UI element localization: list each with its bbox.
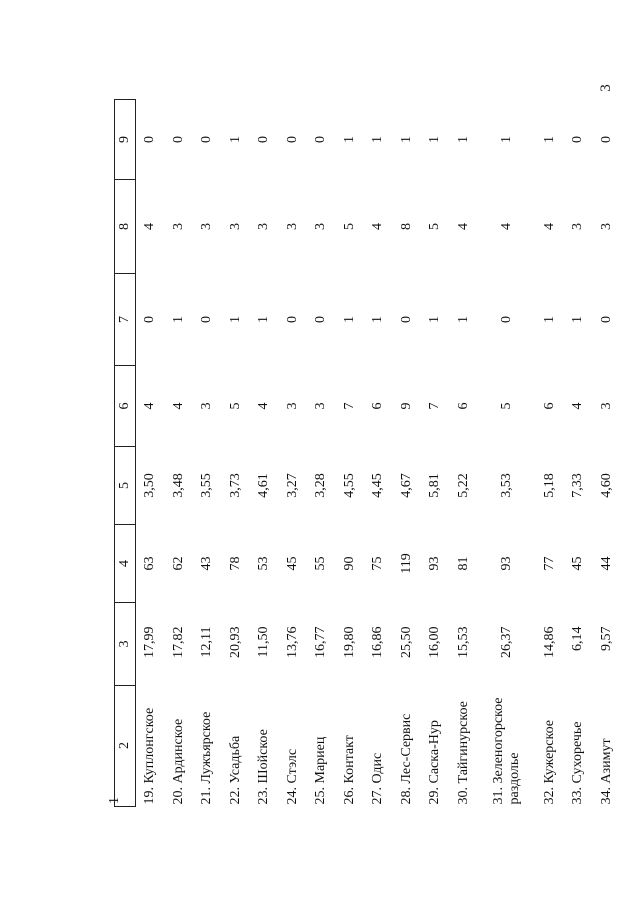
cell-col-8: 8 xyxy=(398,223,414,230)
cell-col-8: 3 xyxy=(598,223,614,230)
row-name-cell: 33. Сухоречье xyxy=(570,721,586,805)
cell-col-5: 4,60 xyxy=(598,473,614,498)
cell-col-4: 93 xyxy=(427,556,443,571)
cell-col-4: 81 xyxy=(455,556,471,571)
cell-col-8: 3 xyxy=(313,223,329,230)
cell-col-6: 4 xyxy=(142,402,158,410)
cell-col-7: 0 xyxy=(598,316,614,323)
cell-col-7: 1 xyxy=(370,316,386,323)
cell-col-4: 43 xyxy=(199,556,215,571)
cell-col-9: 1 xyxy=(498,136,514,143)
cell-col-3: 14,86 xyxy=(541,626,557,658)
cell-col-9: 1 xyxy=(455,136,471,143)
cell-col-3: 16,86 xyxy=(370,626,386,658)
cell-col-9: 1 xyxy=(227,136,243,143)
table-row xyxy=(193,100,222,807)
row-name-cell: 31. Зеленогорское раздолье xyxy=(490,697,522,805)
cell-col-4: 119 xyxy=(398,553,414,574)
cell-col-7: 0 xyxy=(142,316,158,323)
column-header xyxy=(107,686,136,807)
cell-col-5: 5,22 xyxy=(455,473,471,498)
cell-col-9: 0 xyxy=(142,136,158,143)
cell-col-9: 0 xyxy=(570,136,586,143)
cell-col-8: 4 xyxy=(455,223,471,230)
cell-col-4: 62 xyxy=(170,556,186,571)
cell-col-7: 1 xyxy=(227,316,243,323)
cell-col-6: 7 xyxy=(427,402,443,410)
cell-col-5: 4,61 xyxy=(256,473,272,498)
cell-col-4: 44 xyxy=(598,556,614,571)
cell-col-3: 17,82 xyxy=(170,626,186,658)
cell-col-8: 4 xyxy=(541,223,557,230)
cell-col-4: 45 xyxy=(284,556,300,571)
cell-col-3: 20,93 xyxy=(227,626,243,658)
cell-col-6: 4 xyxy=(170,402,186,410)
cell-col-5: 4,67 xyxy=(398,473,414,498)
cell-col-6: 6 xyxy=(455,402,471,410)
cell-col-8: 3 xyxy=(570,223,586,230)
cell-col-7: 1 xyxy=(455,316,471,323)
cell-col-3: 15,53 xyxy=(455,626,471,658)
row-name-cell: 26. Контакт xyxy=(341,735,357,805)
table-row xyxy=(592,100,621,807)
cell-col-9: 0 xyxy=(313,136,329,143)
row-name-cell: 23. Шойское xyxy=(256,729,272,805)
cell-col-5: 3,55 xyxy=(199,473,215,498)
row-name-cell: 21. Лужъярское xyxy=(199,711,215,805)
table-row xyxy=(279,100,308,807)
cell-col-7: 0 xyxy=(284,316,300,323)
table-row xyxy=(421,100,450,807)
cell-col-4: 93 xyxy=(498,556,514,571)
cell-col-5: 5,81 xyxy=(427,473,443,498)
page-number: 3 xyxy=(598,84,614,92)
column-header-5: 5 xyxy=(115,447,136,525)
cell-col-6: 4 xyxy=(256,402,272,410)
cell-col-9: 1 xyxy=(398,136,414,143)
cell-col-5: 3,53 xyxy=(498,473,514,498)
cell-col-7: 1 xyxy=(427,316,443,323)
table-body xyxy=(136,100,622,807)
cell-col-6: 3 xyxy=(598,402,614,410)
cell-col-3: 11,50 xyxy=(256,626,272,658)
column-header-4: 4 xyxy=(115,525,136,603)
table-row xyxy=(450,100,479,807)
table-row xyxy=(165,100,194,807)
cell-col-3: 12,11 xyxy=(199,626,215,658)
row-name-cell: 24. Стэлс xyxy=(284,748,300,805)
row-name-cell: 25. Мариец xyxy=(313,736,329,805)
header-row xyxy=(115,100,136,807)
cell-col-6: 7 xyxy=(341,402,357,410)
cell-col-6: 3 xyxy=(284,402,300,410)
table-row xyxy=(535,100,564,807)
cell-col-6: 3 xyxy=(313,402,329,410)
cell-col-7: 1 xyxy=(341,316,357,323)
cell-col-7: 1 xyxy=(570,316,586,323)
cell-col-4: 45 xyxy=(570,556,586,571)
cell-col-5: 4,55 xyxy=(341,473,357,498)
table-row xyxy=(222,100,251,807)
column-header-6: 6 xyxy=(115,366,136,447)
cell-col-9: 0 xyxy=(284,136,300,143)
cell-col-8: 3 xyxy=(199,223,215,230)
cell-col-9: 0 xyxy=(598,136,614,143)
cell-col-7: 1 xyxy=(256,316,272,323)
row-name-cell: 22. Усадьба xyxy=(227,735,243,805)
table-row xyxy=(250,100,279,807)
column-header-2: 2 xyxy=(117,742,132,749)
column-header-1: 1 xyxy=(107,797,122,804)
row-name-cell: 19. Куплонгское xyxy=(142,707,158,805)
cell-col-3: 19,80 xyxy=(341,626,357,658)
row-name-cell: 34. Азимут xyxy=(598,738,614,805)
cell-col-8: 4 xyxy=(498,223,514,230)
cell-col-4: 63 xyxy=(142,556,158,571)
cell-col-4: 77 xyxy=(541,556,557,571)
cell-col-7: 0 xyxy=(313,316,329,323)
cell-col-5: 3,73 xyxy=(227,473,243,498)
cell-col-3: 17,99 xyxy=(142,626,158,658)
cell-col-7: 1 xyxy=(541,316,557,323)
table-row xyxy=(393,100,422,807)
cell-col-7: 0 xyxy=(498,316,514,323)
cell-col-8: 3 xyxy=(170,223,186,230)
column-header-3: 3 xyxy=(115,603,136,686)
cell-col-3: 16,77 xyxy=(313,626,329,658)
cell-col-8: 4 xyxy=(370,223,386,230)
cell-col-9: 1 xyxy=(341,136,357,143)
cell-col-5: 3,48 xyxy=(170,473,186,498)
cell-col-6: 6 xyxy=(370,402,386,410)
table-row xyxy=(364,100,393,807)
cell-col-6: 6 xyxy=(541,402,557,410)
cell-col-4: 53 xyxy=(256,556,272,571)
table-row xyxy=(136,100,165,807)
cell-col-3: 9,57 xyxy=(598,626,614,651)
cell-col-5: 3,28 xyxy=(313,473,329,498)
cell-col-5: 3,50 xyxy=(142,473,158,498)
cell-col-3: 25,50 xyxy=(398,626,414,658)
row-name-cell: 32. Кужерское xyxy=(541,720,557,805)
cell-col-6: 5 xyxy=(498,402,514,410)
data-table xyxy=(107,99,621,807)
cell-col-8: 3 xyxy=(256,223,272,230)
cell-col-8: 3 xyxy=(284,223,300,230)
cell-col-4: 75 xyxy=(370,556,386,571)
cell-col-6: 5 xyxy=(227,402,243,410)
cell-col-7: 0 xyxy=(398,316,414,323)
cell-col-5: 5,18 xyxy=(541,473,557,498)
table-row xyxy=(307,100,336,807)
row-name-cell: 20. Ардинское xyxy=(170,718,186,805)
cell-col-5: 7,33 xyxy=(570,473,586,498)
cell-col-4: 90 xyxy=(341,556,357,571)
cell-col-4: 78 xyxy=(227,556,243,571)
cell-col-8: 4 xyxy=(142,223,158,230)
cell-col-3: 13,76 xyxy=(284,626,300,658)
cell-col-9: 0 xyxy=(256,136,272,143)
cell-col-8: 5 xyxy=(427,223,443,230)
cell-col-4: 55 xyxy=(313,556,329,571)
table-row xyxy=(336,100,365,807)
cell-col-7: 1 xyxy=(170,316,186,323)
cell-col-9: 1 xyxy=(427,136,443,143)
row-name-cell: 28. Лес-Сервис xyxy=(398,713,414,805)
cell-col-5: 3,27 xyxy=(284,473,300,498)
cell-col-3: 26,37 xyxy=(498,626,514,658)
table-row xyxy=(564,100,593,807)
cell-col-9: 0 xyxy=(199,136,215,143)
cell-col-5: 4,45 xyxy=(370,473,386,498)
table-row xyxy=(478,100,535,807)
cell-col-6: 4 xyxy=(570,402,586,410)
cell-col-9: 0 xyxy=(170,136,186,143)
column-header-8: 8 xyxy=(115,180,136,274)
cell-col-8: 5 xyxy=(341,223,357,230)
column-header-9: 9 xyxy=(115,100,136,180)
column-header-7: 7 xyxy=(115,274,136,366)
cell-col-3: 6,14 xyxy=(570,626,586,651)
cell-col-8: 3 xyxy=(227,223,243,230)
cell-col-9: 1 xyxy=(370,136,386,143)
table-container xyxy=(107,100,621,807)
cell-col-7: 0 xyxy=(199,316,215,323)
row-name-cell: 30. Тайгинурское xyxy=(455,701,471,805)
cell-col-6: 9 xyxy=(398,402,414,410)
row-name-cell: 27. Одис xyxy=(370,752,386,805)
cell-col-9: 1 xyxy=(541,136,557,143)
cell-col-6: 3 xyxy=(199,402,215,410)
cell-col-3: 16,00 xyxy=(427,626,443,658)
row-name-cell: 29. Саска-Нур xyxy=(427,720,443,805)
